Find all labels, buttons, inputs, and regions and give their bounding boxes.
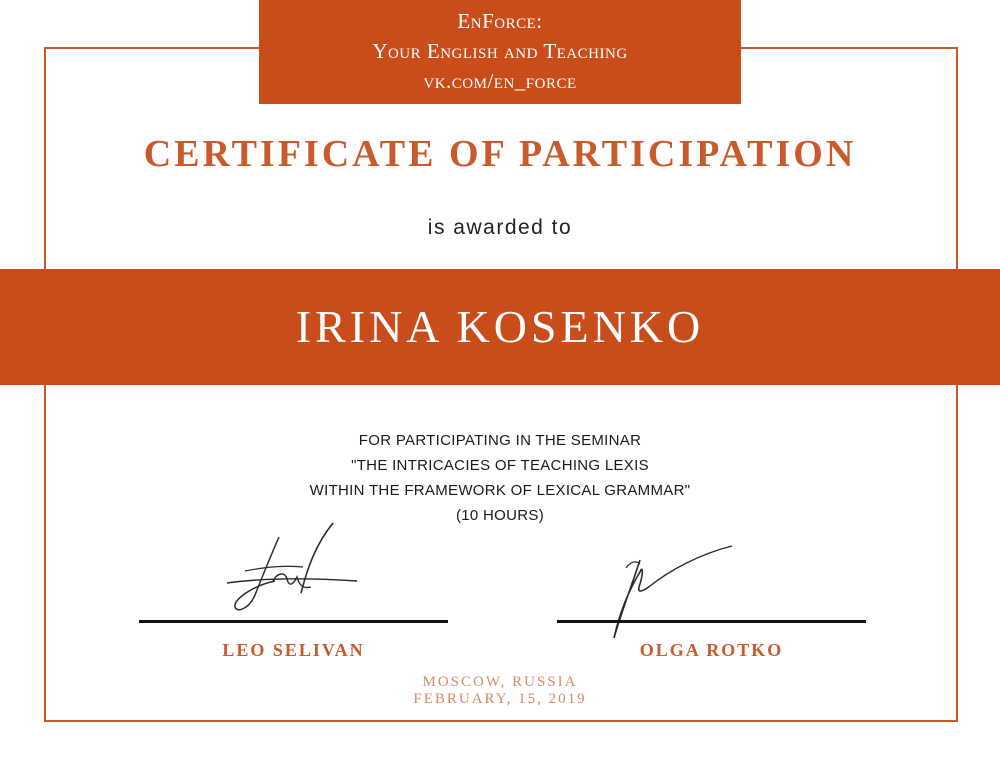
organization-banner [259, 0, 741, 104]
right-signature-image [600, 540, 740, 645]
right-signature-line [557, 620, 866, 623]
location: MOSCOW, RUSSIA [422, 674, 578, 690]
location-date [0, 674, 1000, 708]
organization-tagline: Your English and Teaching [372, 39, 628, 63]
description-line: "THE INTRICACIES OF TEACHING LEXIS [351, 457, 649, 474]
left-signature-image [215, 515, 365, 620]
recipient-name-band [0, 269, 1000, 385]
organization-link: vk.com/en_force [423, 69, 577, 93]
right-signer-name: OLGA ROTKO [639, 640, 784, 660]
certificate-title: CERTIFICATE OF PARTICIPATION [143, 133, 857, 175]
organization-name: EnForce: [457, 9, 543, 33]
left-signer-name: LEO SELIVAN [222, 640, 365, 660]
description-line: WITHIN THE FRAMEWORK OF LEXICAL GRAMMAR" [309, 482, 691, 499]
description-line: FOR PARTICIPATING IN THE SEMINAR [358, 432, 642, 449]
recipient-name: IRINA KOSENKO [295, 301, 705, 352]
seminar-description [0, 428, 1000, 528]
left-signature-line [139, 620, 448, 623]
awarded-text: is awarded to [427, 216, 573, 239]
description-line: (10 HOURS) [455, 507, 544, 524]
issue-date: FEBRUARY, 15, 2019 [413, 691, 587, 707]
